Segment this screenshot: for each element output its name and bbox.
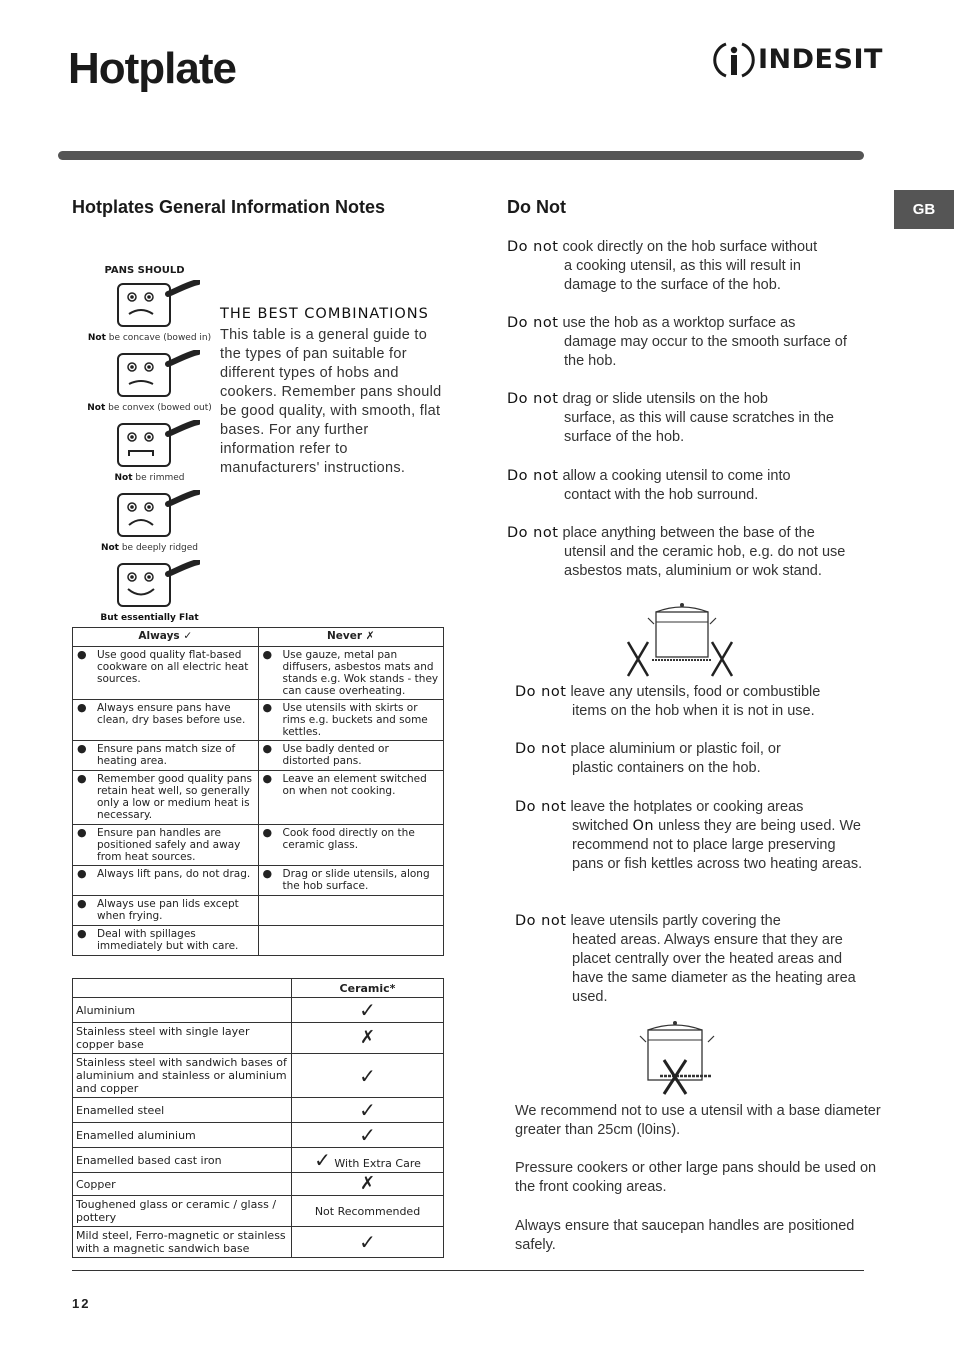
pan-caption-convex: Not be convex (bowed out) (87, 403, 212, 413)
table-row: ● Deal with spillages immediately but with care. (73, 926, 444, 956)
do-not-title: Do Not (507, 197, 566, 217)
concave-pan-icon (116, 280, 200, 330)
table-row: ● Always ensure pans have clean, dry bases before use. ● Use utensils with skirts or rims e.g. buckets and some kettles. (73, 700, 444, 741)
table-row (73, 1148, 444, 1173)
flat-pan-icon (116, 560, 200, 610)
section-title: Hotplates General Information Notes (72, 197, 386, 217)
pan-caption-ridged: Not be deeply ridged (100, 543, 199, 553)
never-item: Use badly dented or distorted pans. (282, 743, 389, 767)
do-not-item: Do not place aluminium or plastic foil, or plastic containers on the hob. (515, 741, 781, 776)
brand-name: INDESIT (758, 44, 883, 75)
always-item: Always ensure pans have clean, dry bases before use. (97, 702, 246, 726)
material-table (72, 978, 444, 1258)
recommendation-text: Pressure cookers or other large pans should be used on the front cooking areas. (515, 1160, 877, 1195)
material-name: Enamelled based cast iron (73, 1148, 292, 1173)
do-not-item: Do not leave any utensils, food or combustible items on the hob when it is not in use. (515, 684, 821, 719)
language-badge: GB (894, 190, 954, 229)
do-not-item: Do not place anything between the base of the utensil and the ceramic hob, e.g. do not use asbestos mats, aluminium or wok stand. (507, 525, 846, 579)
table-row (73, 1227, 444, 1258)
cross-icon: ✗ (359, 1173, 376, 1194)
always-item: Always lift pans, do not drag. (97, 868, 251, 880)
material-name: Toughened glass or ceramic / glass / pottery (73, 1196, 292, 1227)
pan-caption-concave: Not be concave (bowed in) (87, 333, 212, 343)
material-name: Stainless steel with single layer copper base (73, 1023, 292, 1054)
material-name: Enamelled steel (73, 1098, 292, 1123)
never-item: Use gauze, metal pan diffusers, asbestos mats and stands e.g. Wok stands - they can cause overheating. (282, 649, 439, 697)
recommendation-text: We recommend not to use a utensil with a base diameter greater than 25cm (l0ins). (515, 1103, 881, 1138)
material-note: With Extra Care (334, 1157, 421, 1170)
pot-off-center-illustration (632, 1018, 722, 1098)
material-note: Not Recommended (292, 1196, 444, 1227)
check-icon: ✓ (359, 1063, 376, 1088)
never-item: Cook food directly on the ceramic glass. (282, 827, 415, 851)
material-name: Mild steel, Ferro-magnetic or stainless with a magnetic sandwich base (73, 1227, 292, 1258)
do-not-item: Do not drag or slide utensils on the hob surface, as this will cause scratches in the surface of the hob. (507, 391, 834, 445)
ceramic-header: Ceramic* (292, 979, 444, 998)
indesit-logo (712, 40, 883, 80)
rimmed-pan-icon (116, 420, 200, 470)
cross-icon: ✗ (359, 1027, 376, 1048)
check-icon: ✓ (359, 998, 376, 1022)
table-row: ● Remember good quality pans retain heat well, so generally only a low or medium heat is necessary. ● Leave an element switched on when not cooking. (73, 771, 444, 825)
best-combinations-heading: THE BEST COMBINATIONS (220, 306, 429, 322)
always-never-table (72, 627, 444, 956)
never-item: Leave an element switched on when not cooking. (282, 773, 427, 797)
always-item: Always use pan lids except when frying. (97, 898, 239, 922)
check-icon: ✓ (359, 1230, 376, 1254)
table-row (73, 998, 444, 1023)
never-item: Use utensils with skirts or rims e.g. buckets and some kettles. (282, 702, 428, 738)
table-row (73, 1054, 444, 1098)
do-not-item: Do not leave utensils partly covering the heated areas. Always ensure that they are placet centrally over the heated areas and have the same diameter as the heating area used. (515, 913, 856, 1005)
do-not-item: Do not leave the hotplates or cooking areas switched On unless they are being used. We recommend not to place large preserving pans or fish kettles across two heating areas. (515, 799, 863, 872)
pan-caption-rimmed: Not be rimmed (114, 473, 185, 483)
material-name: Aluminium (73, 998, 292, 1023)
material-name: Copper (73, 1173, 292, 1196)
never-header: Never ✗ (258, 628, 444, 647)
do-not-item: Do not use the hob as a worktop surface as damage may occur to the smooth surface of the hob. (507, 315, 847, 369)
never-item: Drag or slide utensils, along the hob surface. (282, 868, 430, 892)
always-item: Remember good quality pans retain heat well, so generally only a low or medium heat is necessary. (97, 773, 252, 821)
best-combinations-text: This table is a general guide to the types of pan suitable for different types of hobs and cookers. Remember pans should be good quality, with smooth, flat bases. For any further information refer to manufacturers' instructions. (220, 327, 442, 476)
always-item: Deal with spillages immediately but with care. (97, 928, 239, 952)
table-row (73, 1098, 444, 1123)
table-row (73, 1023, 444, 1054)
table-row: ● Ensure pans match size of heating area. ● Use badly dented or distorted pans. (73, 741, 444, 771)
table-row (73, 1196, 444, 1227)
material-name: Stainless steel with sandwich bases of aluminium and stainless or aluminium and copper (73, 1054, 292, 1098)
footer-divider (72, 1270, 864, 1271)
table-row (73, 1123, 444, 1148)
table-row (73, 1173, 444, 1196)
check-icon: ✓ (314, 1148, 331, 1172)
do-not-item: Do not cook directly on the hob surface without a cooking utensil, as this will result in damage to the surface of the hob. (507, 239, 818, 293)
do-not-item: Do not allow a cooking utensil to come into contact with the hob surround. (507, 468, 791, 503)
table-row: ● Ensure pan handles are positioned safely and away from heat sources. ● Cook food directly on the ceramic glass. (73, 825, 444, 866)
pot-on-hob-illustration (622, 600, 742, 680)
always-item: Ensure pans match size of heating area. (97, 743, 236, 767)
always-item: Ensure pan handles are positioned safely and away from heat sources. (97, 827, 241, 863)
pan-caption-flat: But essentially Flat (100, 613, 199, 623)
ridged-pan-icon (116, 490, 200, 540)
indesit-logo-icon (712, 40, 756, 80)
page-number: 12 (72, 1296, 91, 1311)
header-divider (58, 151, 864, 160)
page-title: Hotplate (68, 44, 236, 93)
table-row: ● Always use pan lids except when frying. (73, 896, 444, 926)
pans-should-label: PANS SHOULD (104, 265, 185, 276)
check-icon: ✓ (359, 1098, 376, 1122)
convex-pan-icon (116, 350, 200, 400)
always-header: Always ✓ (73, 628, 259, 647)
always-item: Use good quality flat-based cookware on all electric heat sources. (97, 649, 249, 685)
check-icon: ✓ (359, 1123, 376, 1147)
recommendation-text: Always ensure that saucepan handles are positioned safely. (515, 1218, 855, 1253)
material-name: Enamelled aluminium (73, 1123, 292, 1148)
table-row: ● Use good quality flat-based cookware on all electric heat sources. ● Use gauze, metal pan diffusers, asbestos mats and stands e.g. Wok stands - they can cause overheating. (73, 647, 444, 700)
table-row: ● Always lift pans, do not drag. ● Drag or slide utensils, along the hob surface. (73, 866, 444, 896)
